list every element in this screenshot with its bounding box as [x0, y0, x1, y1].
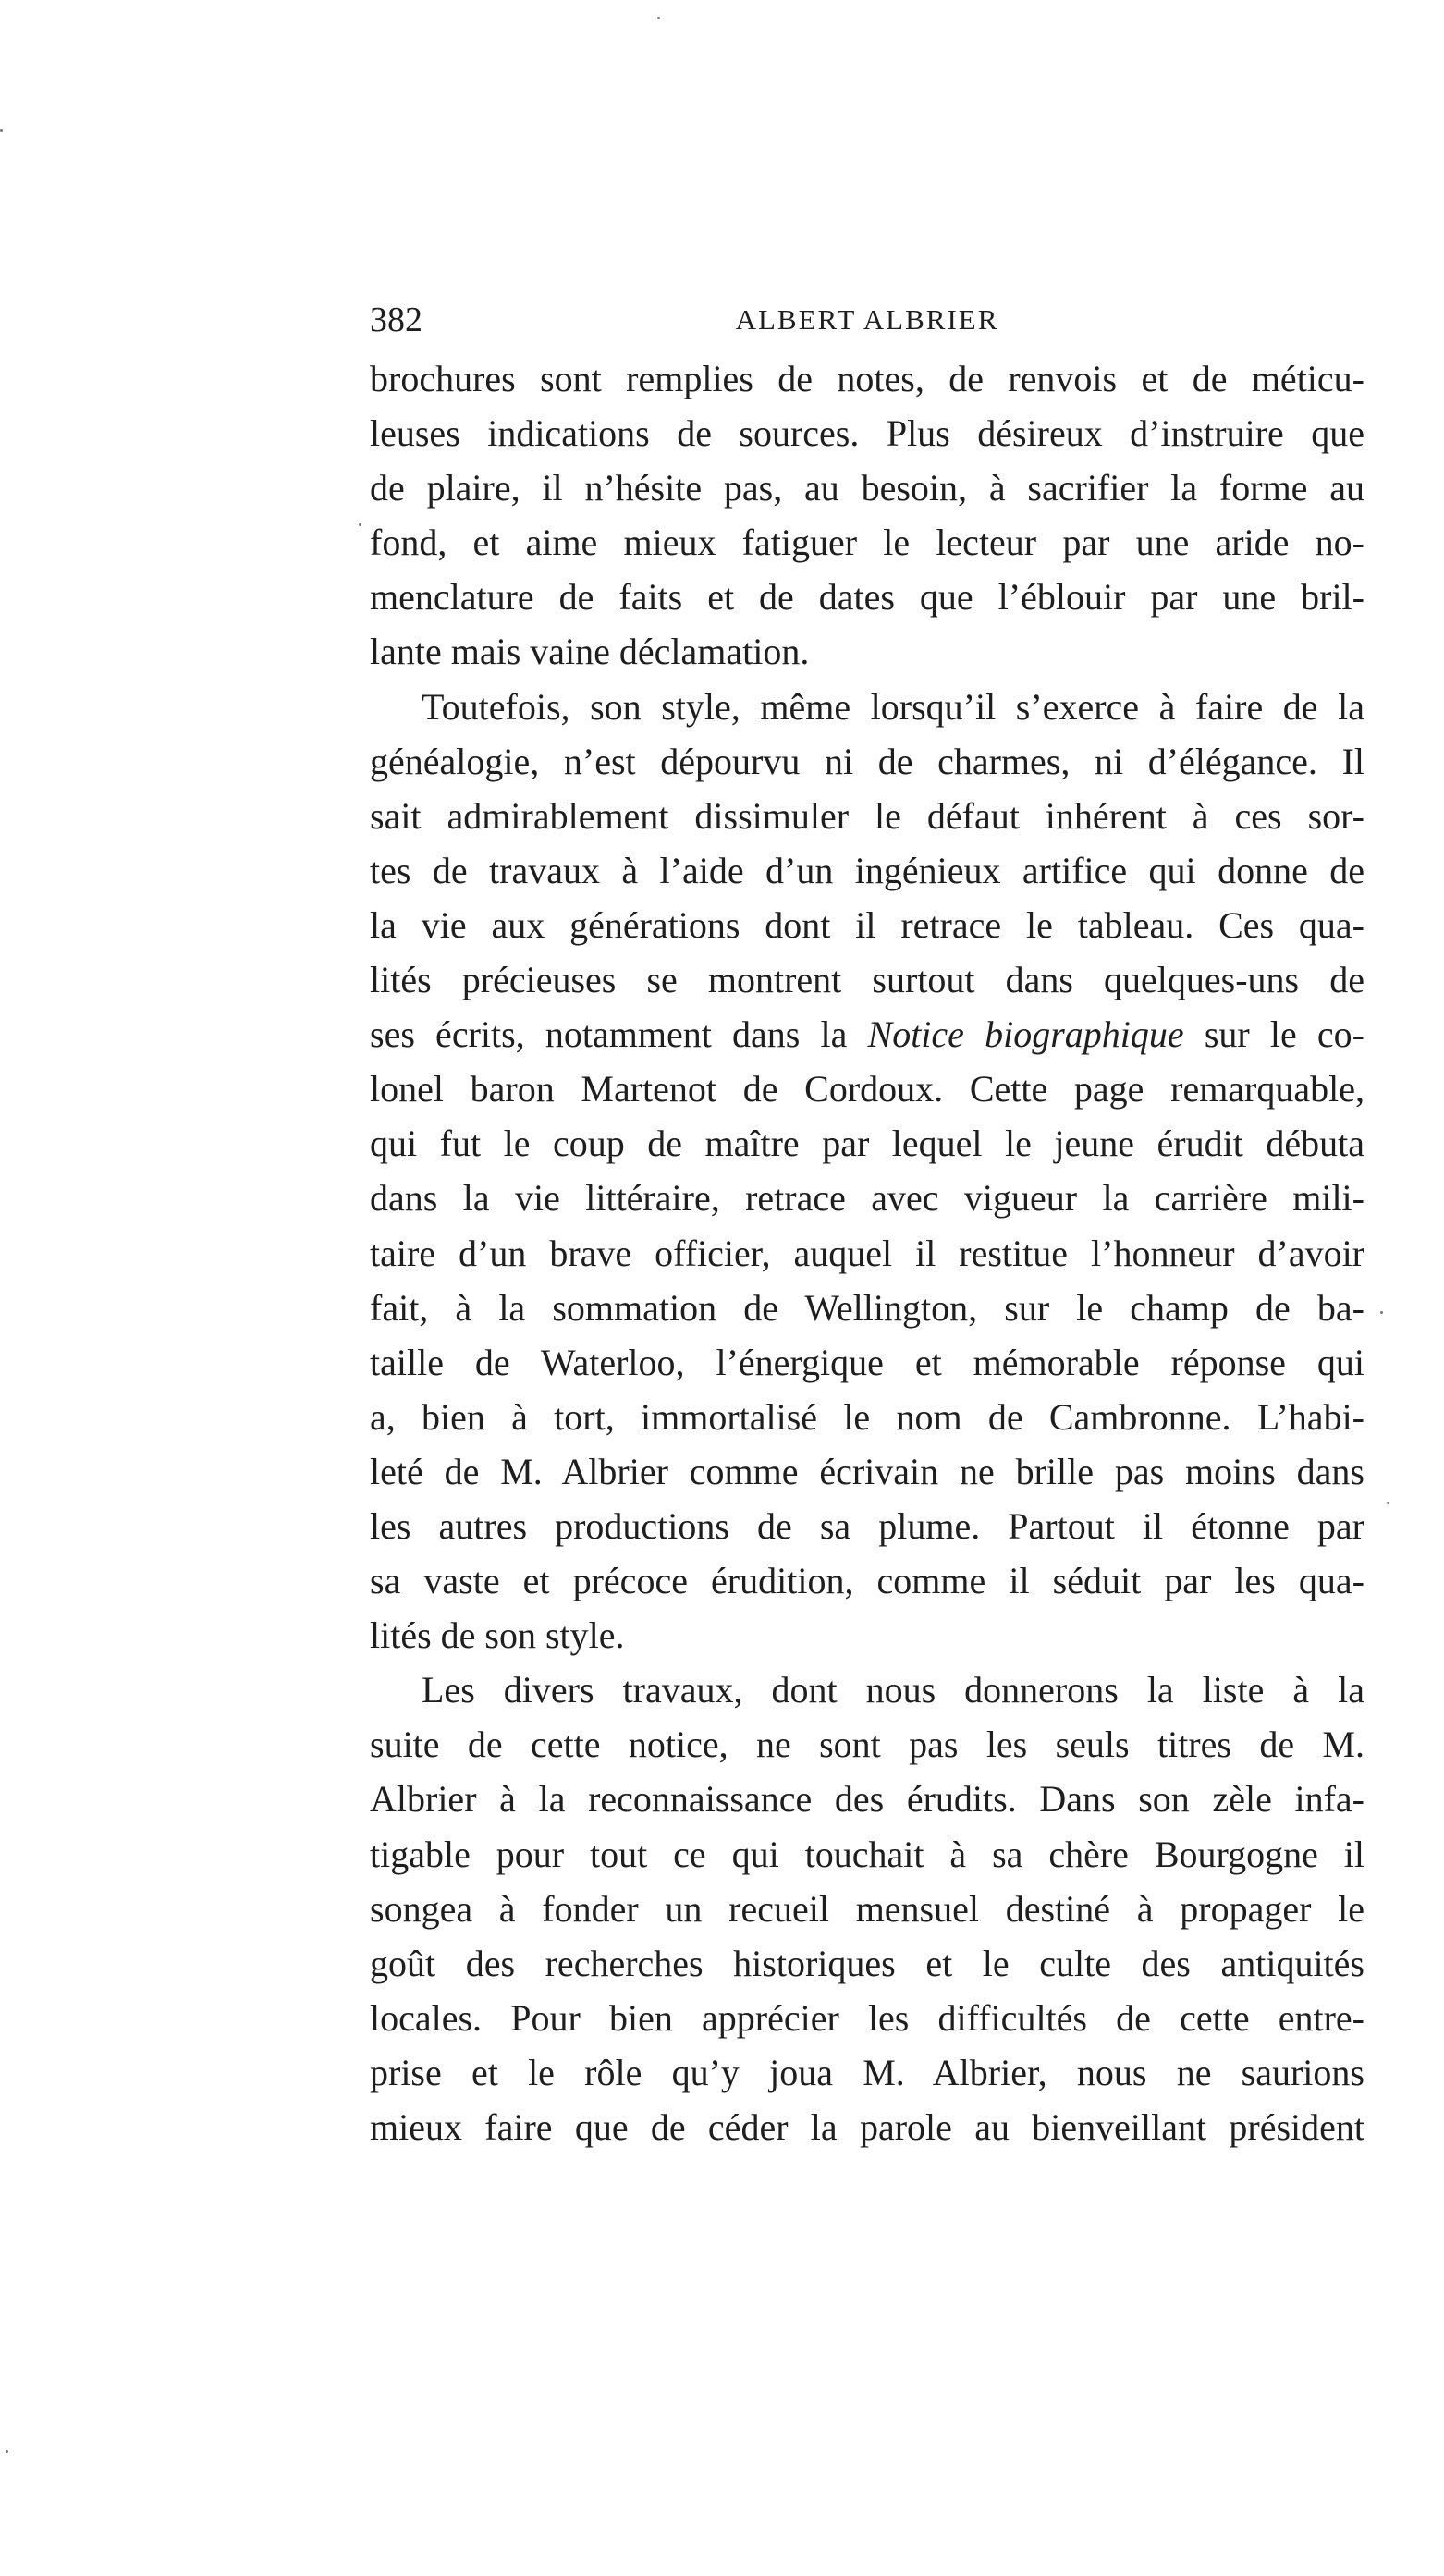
- text-line: généalogie, n’est dépourvu ni de charmes, ni d’élégance. Il: [370, 740, 1364, 782]
- page-number: 382: [370, 301, 422, 339]
- running-head: [370, 296, 1364, 344]
- scan-speck: [1380, 1311, 1383, 1314]
- text-line: goût des recherches historiques et le culte des antiquités: [370, 1942, 1364, 1984]
- text-line: menclature de faits et de dates que l’éblouir par une bril-: [370, 576, 1364, 619]
- text-line: taire d’un brave officier, auquel il restitue l’honneur d’avoir: [370, 1232, 1364, 1274]
- text-line: lonel baron Martenot de Cordoux. Cette page remarquable,: [370, 1068, 1364, 1110]
- text-segment: ses écrits, notamment dans la: [370, 1013, 868, 1056]
- text-line: songea à fonder un recueil mensuel destiné à propager le: [370, 1887, 1364, 1930]
- scan-speck: [1387, 1502, 1389, 1504]
- text-line: sait admirablement dissimuler le défaut inhérent à ces sor-: [370, 794, 1364, 837]
- text-line: brochures sont remplies de notes, de renvois et de méticu-: [370, 358, 1364, 399]
- text-line: taille de Waterloo, l’énergique et mémorable réponse qui: [370, 1341, 1364, 1383]
- text-line: la vie aux générations dont il retrace le tableau. Ces qua-: [370, 903, 1364, 946]
- running-title: ALBERT ALBRIER: [735, 303, 999, 336]
- text-line: dans la vie littéraire, retrace avec vigueur la carrière mili-: [370, 1177, 1364, 1220]
- text-line: lités de son style.: [370, 1614, 625, 1657]
- scan-speck: [657, 17, 660, 19]
- text-line: tes de travaux à l’aide d’un ingénieux artifice qui donne de: [370, 849, 1364, 891]
- text-line: [370, 1007, 1364, 1061]
- text-line: lités précieuses se montrent surtout dans quelques-uns de: [370, 959, 1364, 1001]
- body-text: [370, 351, 1364, 2154]
- scan-speck: [359, 523, 361, 526]
- text-line: leté de M. Albrier comme écrivain ne brille pas moins dans: [370, 1450, 1364, 1492]
- text-line: lante mais vaine déclamation.: [370, 631, 810, 673]
- text-line: mieux faire que de céder la parole au bienveillant président: [370, 2106, 1364, 2148]
- text-line: Albrier à la reconnaissance des érudits. Dans son zèle infa-: [370, 1778, 1364, 1821]
- text-line: fait, à la sommation de Wellington, sur le champ de ba-: [370, 1286, 1364, 1329]
- text-line: qui fut le coup de maître par lequel le jeune érudit débuta: [370, 1122, 1364, 1165]
- scan-speck: [6, 2450, 8, 2453]
- text-segment: sur le co-: [1183, 1013, 1364, 1056]
- text-line: prise et le rôle qu’y joua M. Albrier, nous ne saurions: [370, 2051, 1364, 2093]
- text-line: Toutefois, son style, même lorsqu’il s’exerce à faire de la: [422, 685, 1364, 728]
- scan-speck: [0, 129, 3, 132]
- text-line: a, bien à tort, immortalisé le nom de Cambronne. L’habi-: [370, 1395, 1364, 1438]
- text-line: Les divers travaux, dont nous donnerons la liste à la: [422, 1669, 1364, 1711]
- text-line: de plaire, il n’hésite pas, au besoin, à sacrifier la forme au: [370, 467, 1364, 509]
- text-line: les autres productions de sa plume. Partout il étonne par: [370, 1504, 1364, 1547]
- text-line: sa vaste et précoce érudition, comme il séduit par les qua-: [370, 1560, 1364, 1602]
- italic-title: Notice biographique: [867, 1013, 1184, 1056]
- text-line: leuses indications de sources. Plus désireux d’instruire que: [370, 412, 1364, 455]
- text-line: locales. Pour bien apprécier les difficultés de cette entre-: [370, 1996, 1364, 2039]
- text-line: tigable pour tout ce qui touchait à sa chère Bourgogne il: [370, 1833, 1364, 1875]
- text-line: fond, et aime mieux fatiguer le lecteur par une aride no-: [370, 521, 1364, 564]
- text-line: suite de cette notice, ne sont pas les seuls titres de M.: [370, 1723, 1364, 1766]
